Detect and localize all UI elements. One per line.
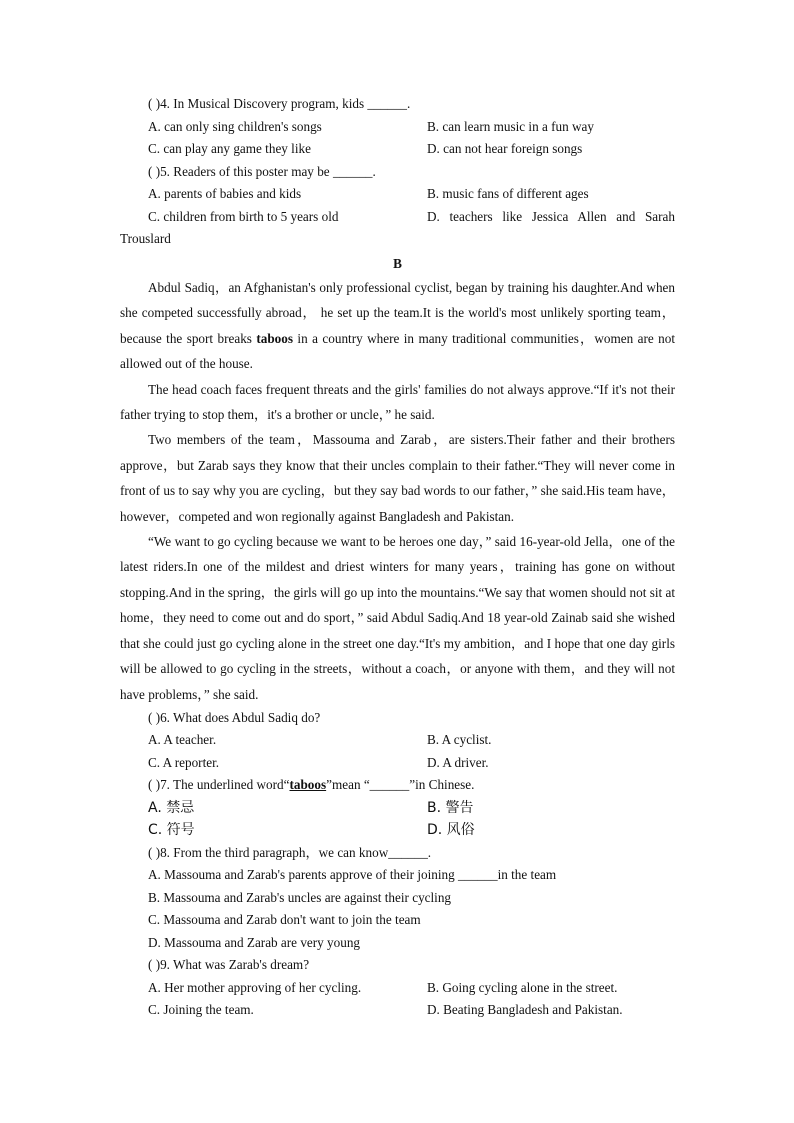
question-4-options-row-1 [120, 116, 675, 139]
question-8-option-a[interactable]: A. Massouma and Zarab's parents approve of their joining ______in the team [148, 867, 557, 883]
question-4-options-row-2 [120, 138, 675, 161]
question-5-stem: ( )5. Readers of this poster may be ______. [148, 163, 376, 179]
question-5-option-b[interactable]: B. music fans of different ages [427, 186, 589, 201]
question-5-option-a[interactable]: A. parents of babies and kids [148, 186, 302, 201]
underlined-word-taboos: taboos [289, 777, 327, 793]
passage-paragraph-1: Abdul Sadiq，an Afghanistan's only professional cyclist, began by training his daughter.And when she competed successfully abroad， he set up the team.It is the world's most unlikely sporting team， because the sport breaks taboos in a country where in many traditional communities，women are not allowed out of the house. [120, 280, 676, 372]
question-6-option-a[interactable]: A. A teacher. [148, 732, 217, 748]
question-4-option-b[interactable]: B. can learn music in a fun way [427, 118, 594, 134]
question-4-option-a[interactable]: A. can only sing children's songs [148, 118, 322, 134]
question-5-option-d-continued: Trouslard [120, 231, 171, 246]
question-8-option-c[interactable]: C. Massouma and Zarab don't want to join the team [148, 912, 421, 928]
passage-paragraph-2: The head coach faces frequent threats and the girls' families do not always approve.“If it's not their father trying to stop them，it's a brother or uncle，” he said. [120, 381, 675, 423]
question-5-options-row-2 [120, 206, 675, 229]
question-5-option-d[interactable]: D. teachers like Jessica Allen and Sarah [427, 208, 675, 224]
question-5-options-row-1 [120, 183, 675, 206]
question-6-options-row-2 [120, 752, 675, 775]
passage-paragraph-3: Two members of the team，Massouma and Zarab，are sisters.Their father and their brothers approve，but Zarab says they know that their uncles complain to their father.“They will never come in front of us to say why you are cycling，but they say bad words to our father，” she said.His team have，however，competed and won regionally against Bangladesh and Pakistan. [120, 432, 675, 524]
question-8-stem: ( )8. From the third paragraph，we can know______. [148, 844, 432, 860]
question-9-option-d[interactable]: D. Beating Bangladesh and Pakistan. [427, 1002, 623, 1018]
passage-paragraph-4: “We want to go cycling because we want to be heroes one day，” said 16-year-old Jella，one of the latest riders.In one of the mildest and driest winters for many years，training has gone on without stopping.And in the spring，the girls will go up into the mountains.“We say that women should not sit at home，they need to come out and do sport，” said Abdul Sadiq.And 18 year-old Zainab said she wished that she could just go cycling alone in the street one day.“It's my ambition，and I hope that one day girls will be allowed to go cycling in the streets，without a coach，or anyone with them，and they will not have problems，” she said. [120, 534, 675, 702]
question-6-options-row-1 [120, 729, 675, 752]
keyword-taboos: taboos [256, 330, 293, 346]
question-7-option-d[interactable]: D. 风俗 [427, 822, 475, 839]
question-4-stem: ( )4. In Musical Discovery program, kids ______. [148, 96, 411, 111]
question-9-stem: ( )9. What was Zarab's dream? [148, 957, 310, 973]
exam-page [120, 93, 675, 1022]
question-7-options-row-1 [120, 797, 675, 820]
question-7-stem: ( )7. The underlined word“taboos”mean “______”in Chinese. [148, 777, 475, 793]
question-8-option-d[interactable]: D. Massouma and Zarab are very young [148, 934, 361, 950]
question-9-option-b[interactable]: B. Going cycling alone in the street. [427, 979, 618, 995]
question-4-option-d[interactable]: D. can not hear foreign songs [427, 141, 583, 156]
question-7-options-row-2 [120, 819, 675, 842]
question-7-option-a[interactable]: A. 禁忌 [148, 799, 195, 816]
question-4-option-c[interactable]: C. can play any game they like [148, 141, 311, 156]
question-6-option-c[interactable]: C. A reporter. [148, 754, 220, 770]
question-7-option-c[interactable]: C. 符号 [148, 822, 195, 839]
question-7-option-b[interactable]: B. 警告 [427, 799, 474, 816]
passage-b [120, 275, 675, 707]
question-9-options-row-2 [120, 999, 675, 1022]
question-5-option-c[interactable]: C. children from birth to 5 years old [148, 208, 339, 224]
question-6-option-b[interactable]: B. A cyclist. [427, 732, 492, 748]
question-9-option-a[interactable]: A. Her mother approving of her cycling. [148, 979, 362, 995]
question-9-options-row-1 [120, 977, 675, 1000]
section-b-title: B [393, 255, 402, 271]
question-6-option-d[interactable]: D. A driver. [427, 754, 489, 770]
question-6-stem: ( )6. What does Abdul Sadiq do? [148, 709, 321, 725]
question-8-option-b[interactable]: B. Massouma and Zarab's uncles are against their cycling [148, 889, 452, 905]
question-9-option-c[interactable]: C. Joining the team. [148, 1002, 254, 1018]
